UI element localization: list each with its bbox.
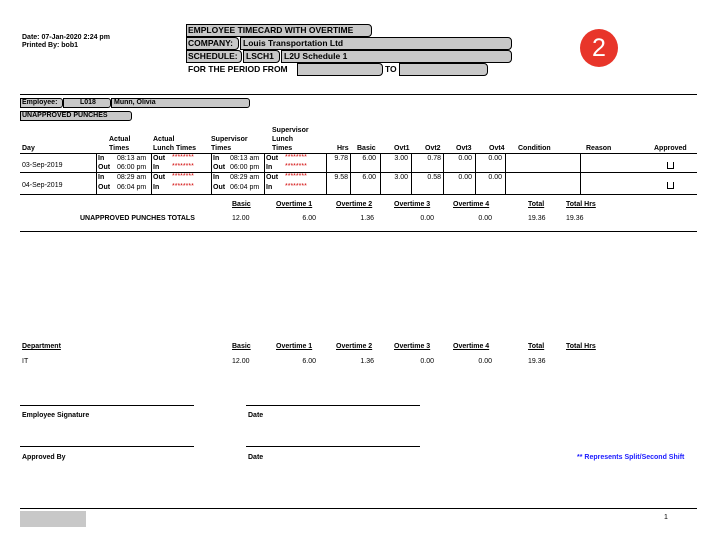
row-sup-lunch-out-label: Out: [266, 174, 279, 181]
col-condition: Condition: [518, 145, 551, 152]
employee-signature-line: [20, 405, 194, 406]
column-header-line: [20, 153, 697, 154]
totals-ot1: 6.00: [302, 215, 316, 222]
to-label: TO: [385, 64, 397, 74]
dept-ot1-header: Overtime 1: [276, 343, 313, 350]
row-sup-in-label: In: [213, 155, 220, 162]
page-number: 1: [664, 514, 668, 521]
row-divider: [20, 194, 697, 195]
dept-basic-header: Basic: [232, 343, 251, 350]
schedule-code: LSCH1: [246, 51, 274, 61]
grid-line: [96, 153, 97, 194]
row-ovt4: 0.00: [488, 155, 502, 162]
footer-logo-placeholder: [20, 511, 86, 527]
col-ovt4: Ovt4: [489, 145, 505, 152]
totals-total-header: Total: [528, 201, 545, 208]
company-label: COMPANY:: [188, 38, 234, 48]
employee-label: Employee:: [22, 99, 58, 106]
col-actual-times-1: Actual: [109, 136, 131, 143]
totals-label: UNAPPROVED PUNCHES TOTALS: [80, 215, 195, 222]
schedule-label: SCHEDULE:: [188, 51, 238, 61]
totals-total-hrs-header: Total Hrs: [566, 201, 596, 208]
split-shift-note: ** Represents Split/Second Shift: [577, 454, 685, 461]
dept-ot2: 1.36: [360, 358, 374, 365]
row-sup-lunch-out: ********: [285, 173, 307, 180]
row-actual-in: 08:13 am: [117, 155, 147, 162]
row-lunch-in-label: In: [153, 184, 160, 191]
totals-ot3-header: Overtime 3: [394, 201, 431, 208]
dept-total: 19.36: [528, 358, 546, 365]
col-day: Day: [22, 145, 35, 152]
approve-checkbox[interactable]: [667, 182, 674, 189]
row-ovt4: 0.00: [488, 174, 502, 181]
col-sup-lunch-1: Supervisor: [272, 127, 309, 134]
row-actual-in: 08:29 am: [117, 174, 147, 181]
totals-total: 19.36: [528, 215, 546, 222]
row-sup-lunch-in: ********: [285, 183, 307, 190]
row-in-label: In: [98, 174, 105, 181]
row-lunch-out: ********: [172, 154, 194, 161]
row-lunch-out: ********: [172, 173, 194, 180]
row-sup-lunch-out-label: Out: [266, 155, 279, 162]
dept-ot2-header: Overtime 2: [336, 343, 373, 350]
col-sup-times-1: Supervisor: [211, 136, 248, 143]
col-sup-lunch-3: Times: [272, 145, 293, 152]
totals-total-hrs: 19.36: [566, 215, 584, 222]
grid-line: [151, 153, 152, 194]
grid-line: [580, 153, 581, 194]
totals-ot4-header: Overtime 4: [453, 201, 490, 208]
totals-ot2-header: Overtime 2: [336, 201, 373, 208]
grid-line: [211, 153, 212, 194]
col-reason: Reason: [586, 145, 612, 152]
row-in-label: In: [98, 155, 105, 162]
page-badge: 2: [580, 29, 618, 67]
row-sup-lunch-in-label: In: [266, 164, 273, 171]
date-line-2: [246, 446, 420, 447]
totals-basic-header: Basic: [232, 201, 251, 208]
totals-basic: 12.00: [232, 215, 250, 222]
row-sup-in: 08:29 am: [230, 174, 260, 181]
employee-id: L018: [80, 99, 96, 106]
row-lunch-in: ********: [172, 183, 194, 190]
col-approved: Approved: [654, 145, 687, 152]
grid-line: [443, 153, 444, 194]
dept-total-header: Total: [528, 343, 545, 350]
row-sup-in-label: In: [213, 174, 220, 181]
employee-signature-label: Employee Signature: [22, 412, 90, 419]
row-sup-out-label: Out: [213, 164, 226, 171]
row-out-label: Out: [98, 184, 111, 191]
row-ovt3: 0.00: [458, 155, 472, 162]
report-date: Date: 07-Jan-2020 2:24 pm: [22, 34, 110, 41]
period-from-box: [297, 63, 383, 76]
row-hrs: 9.78: [334, 155, 348, 162]
row-actual-out: 06:00 pm: [117, 164, 147, 171]
row-sup-out: 06:04 pm: [230, 184, 260, 191]
grid-line: [380, 153, 381, 194]
printed-by: Printed By: bob1: [22, 42, 79, 49]
totals-divider: [20, 231, 697, 232]
grid-line: [326, 153, 327, 194]
row-lunch-out-label: Out: [153, 174, 166, 181]
approved-by-label: Approved By: [22, 454, 66, 461]
col-hrs: Hrs: [337, 145, 349, 152]
dept-ot1: 6.00: [302, 358, 316, 365]
grid-line: [264, 153, 265, 194]
row-lunch-out-label: Out: [153, 155, 166, 162]
row-hrs: 9.58: [334, 174, 348, 181]
row-divider: [20, 172, 697, 173]
totals-ot3: 0.00: [420, 215, 434, 222]
row-sup-out-label: Out: [213, 184, 226, 191]
row-lunch-in-label: In: [153, 164, 160, 171]
date-label-2: Date: [248, 454, 264, 461]
col-actual-lunch-2: Lunch Times: [153, 145, 197, 152]
col-basic: Basic: [357, 145, 376, 152]
grid-line: [505, 153, 506, 194]
section-title: UNAPPROVED PUNCHES: [22, 112, 108, 119]
totals-ot2: 1.36: [360, 215, 374, 222]
row-sup-lunch-in: ********: [285, 163, 307, 170]
row-ovt1: 3.00: [394, 155, 408, 162]
totals-ot1-header: Overtime 1: [276, 201, 313, 208]
dept-ot3-header: Overtime 3: [394, 343, 431, 350]
period-label: FOR THE PERIOD FROM: [188, 64, 288, 74]
approve-checkbox[interactable]: [667, 162, 674, 169]
dept-basic: 12.00: [232, 358, 250, 365]
row-lunch-in: ********: [172, 163, 194, 170]
row-sup-in: 08:13 am: [230, 155, 260, 162]
department-header: Department: [22, 343, 61, 350]
row-sup-lunch-in-label: In: [266, 184, 273, 191]
col-ovt3: Ovt3: [456, 145, 472, 152]
department-name: IT: [22, 358, 29, 365]
schedule-value: L2U Schedule 1: [284, 51, 348, 61]
col-actual-lunch-1: Actual: [153, 136, 175, 143]
approved-by-line: [20, 446, 194, 447]
row-day: 04-Sep-2019: [22, 182, 63, 189]
row-basic: 6.00: [362, 155, 376, 162]
employee-name: Munn, Olivia: [114, 99, 156, 106]
grid-line: [411, 153, 412, 194]
dept-ot4: 0.00: [478, 358, 492, 365]
row-sup-lunch-out: ********: [285, 154, 307, 161]
row-ovt3: 0.00: [458, 174, 472, 181]
grid-line: [350, 153, 351, 194]
col-actual-times-2: Times: [109, 145, 130, 152]
period-to-box: [399, 63, 488, 76]
dept-ot3: 0.00: [420, 358, 434, 365]
totals-ot4: 0.00: [478, 215, 492, 222]
company-value: Louis Transportation Ltd: [243, 38, 344, 48]
grid-line: [475, 153, 476, 194]
date-label-1: Date: [248, 412, 264, 419]
row-basic: 6.00: [362, 174, 376, 181]
col-sup-lunch-2: Lunch: [272, 136, 293, 143]
row-ovt1: 3.00: [394, 174, 408, 181]
row-day: 03-Sep-2019: [22, 162, 63, 169]
dept-total-hrs-header: Total Hrs: [566, 343, 596, 350]
row-ovt2: 0.78: [427, 155, 441, 162]
date-line-1: [246, 405, 420, 406]
dept-ot4-header: Overtime 4: [453, 343, 490, 350]
row-sup-out: 06:00 pm: [230, 164, 260, 171]
col-ovt2: Ovt2: [425, 145, 441, 152]
col-ovt1: Ovt1: [394, 145, 410, 152]
footer-divider: [20, 508, 697, 509]
col-sup-times-2: Times: [211, 145, 232, 152]
row-out-label: Out: [98, 164, 111, 171]
report-title: EMPLOYEE TIMECARD WITH OVERTIME: [188, 25, 354, 35]
row-actual-out: 06:04 pm: [117, 184, 147, 191]
header-divider: [20, 94, 697, 95]
row-ovt2: 0.58: [427, 174, 441, 181]
